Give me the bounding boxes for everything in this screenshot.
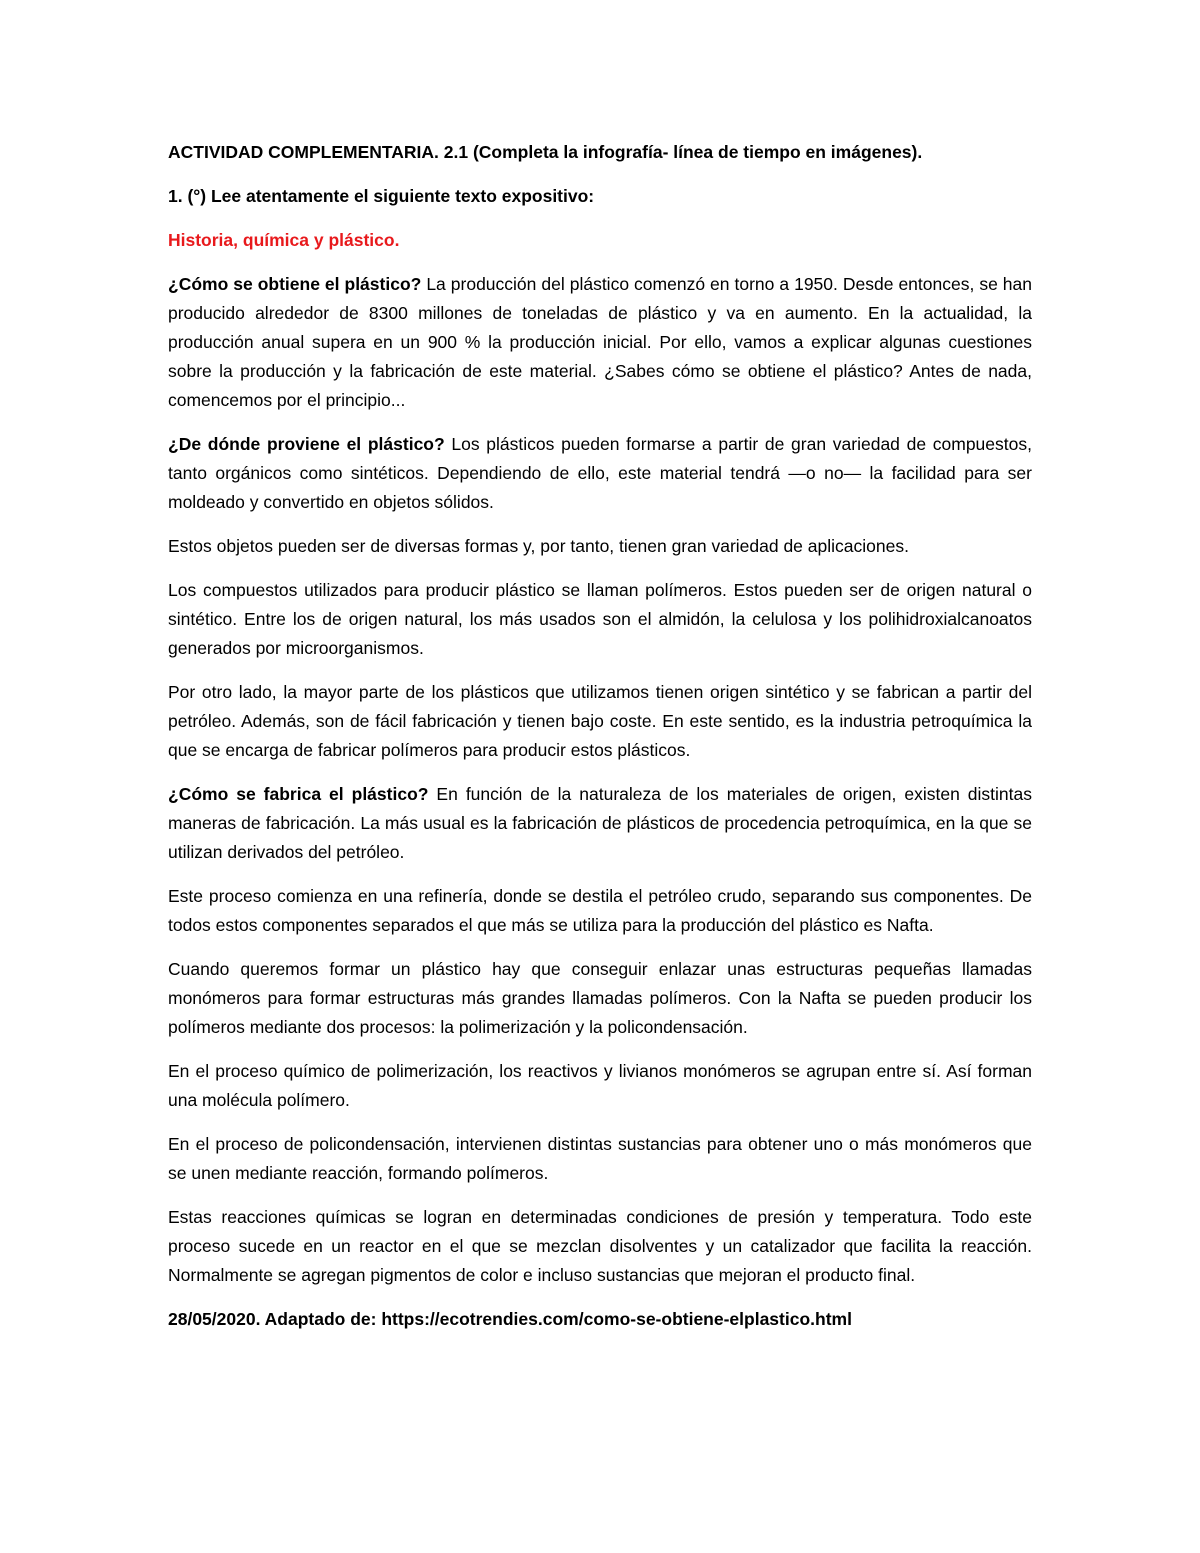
paragraph-text: La producción del plástico comenzó en torno a 1950. Desde entonces, se han producido alrededor de 8300 millones de toneladas de plástico y va en aumento. En la actualidad, la producción anual supera en un 900 % la producción inicial. Por ello, vamos a explicar algunas cuestiones sobre la producción y la fabricación de este material. ¿Sabes cómo se obtiene el plástico? Antes de nada, comencemos por el principio... xyxy=(168,274,1032,410)
section-title: Historia, química y plástico. xyxy=(168,230,400,250)
paragraph-monomers: Cuando queremos formar un plástico hay que conseguir enlazar unas estructuras pequeñas llamadas monómeros para formar estructuras más grandes llamadas polímeros. Con la Nafta se pueden producir los polímeros mediante dos procesos: la polimerización y la policondensación. xyxy=(168,959,1032,1037)
paragraph-text: Los plásticos pueden formarse a partir de gran variedad de compuestos, tanto orgánicos como sintéticos. Dependiendo de ello, este material tendrá —o no— la facilidad para ser moldeado y convertido en objetos sólidos. xyxy=(168,434,1032,512)
paragraph-synthetic: Por otro lado, la mayor parte de los plásticos que utilizamos tienen origen sintético y se fabrican a partir del petróleo. Además, son de fácil fabricación y tienen bajo coste. En este sentido, es la industria petroquímica la que se encarga de fabricar polímeros para producir estos plásticos. xyxy=(168,682,1032,760)
question-obtain: ¿Cómo se obtiene el plástico? xyxy=(168,274,422,294)
question-origin: ¿De dónde proviene el plástico? xyxy=(168,434,445,454)
source-line: 28/05/2020. Adaptado de: https://ecotrendies.com/como-se-obtiene-elplastico.html xyxy=(168,1309,852,1329)
paragraph-polycondensation: En el proceso de policondensación, intervienen distintas sustancias para obtener uno o más monómeros que se unen mediante reacción, formando polímeros. xyxy=(168,1134,1032,1183)
paragraph-refinery: Este proceso comienza en una refinería, donde se destila el petróleo crudo, separando sus componentes. De todos estos componentes separados el que más se utiliza para la producción del plástico es Nafta. xyxy=(168,886,1032,935)
paragraph-polymers: Los compuestos utilizados para producir plástico se llaman polímeros. Estos pueden ser de origen natural o sintético. Entre los de origen natural, los más usados son el almidón, la celulosa y los polihidroxialcanoatos generados por microorganismos. xyxy=(168,580,1032,658)
paragraph-obtain xyxy=(168,270,1032,415)
question-manufacture: ¿Cómo se fabrica el plástico? xyxy=(168,784,429,804)
paragraph-origin xyxy=(168,430,1032,517)
instruction: 1. (°) Lee atentamente el siguiente texto expositivo: xyxy=(168,186,595,206)
paragraph-objects: Estos objetos pueden ser de diversas formas y, por tanto, tienen gran variedad de aplicaciones. xyxy=(168,536,909,556)
activity-title: ACTIVIDAD COMPLEMENTARIA. 2.1 (Completa la infografía- línea de tiempo en imágenes). xyxy=(168,142,923,162)
paragraph-manufacture xyxy=(168,780,1032,867)
paragraph-text: En función de la naturaleza de los materiales de origen, existen distintas maneras de fabricación. La más usual es la fabricación de plásticos de procedencia petroquímica, en la que se utilizan derivados del petróleo. xyxy=(168,784,1033,862)
paragraph-reactions: Estas reacciones químicas se logran en determinadas condiciones de presión y temperatura. Todo este proceso sucede en un reactor en el que se mezclan disolventes y un catalizador que facilita la reacción. Normalmente se agregan pigmentos de color e incluso sustancias que mejoran el producto final. xyxy=(168,1207,1032,1285)
paragraph-polymerization: En el proceso químico de polimerización, los reactivos y livianos monómeros se agrupan entre sí. Así forman una molécula polímero. xyxy=(168,1061,1032,1110)
